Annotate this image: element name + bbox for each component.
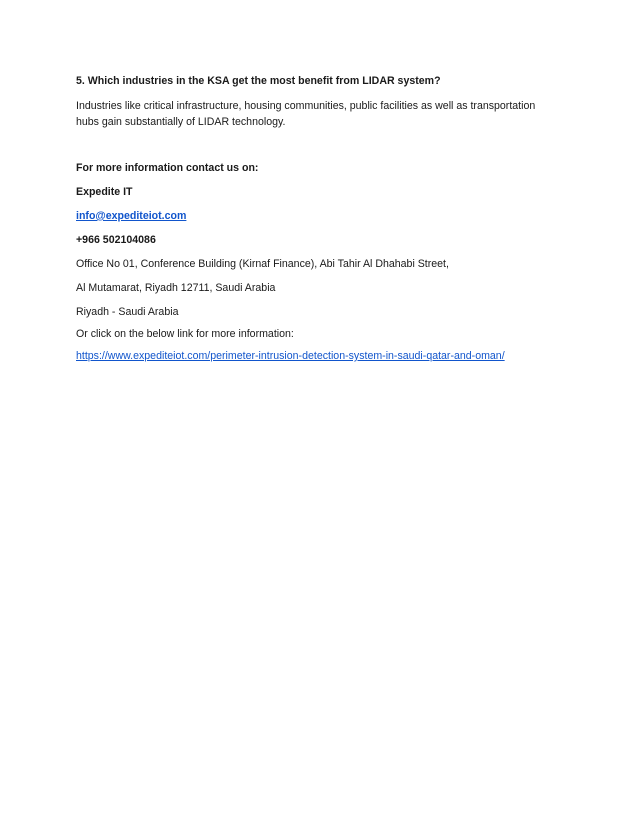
question-heading: 5. Which industries in the KSA get the most benefit from LIDAR system? bbox=[76, 75, 441, 87]
email-link[interactable]: info@expediteiot.com bbox=[76, 210, 187, 222]
contact-intro: For more information contact us on: bbox=[76, 162, 259, 174]
phone-number: +966 502104086 bbox=[76, 234, 156, 246]
document-page bbox=[76, 0, 566, 826]
link-intro: Or click on the below link for more information: bbox=[76, 328, 294, 340]
answer-paragraph: Industries like critical infrastructure, housing communities, public facilities as well as transportation hubs gain substantially of LIDAR technology. bbox=[76, 100, 536, 128]
website-line bbox=[76, 348, 505, 364]
website-link[interactable]: https://www.expediteiot.com/perimeter-intrusion-detection-system-in-saudi-qatar-and-oman/ bbox=[76, 350, 505, 362]
address-line-2: Al Mutamarat, Riyadh 12711, Saudi Arabia bbox=[76, 282, 276, 294]
email-line bbox=[76, 208, 186, 224]
region-line: Riyadh - Saudi Arabia bbox=[76, 306, 179, 318]
address-line-1: Office No 01, Conference Building (Kirnaf Finance), Abi Tahir Al Dhahabi Street, bbox=[76, 258, 449, 270]
company-name: Expedite IT bbox=[76, 186, 133, 198]
